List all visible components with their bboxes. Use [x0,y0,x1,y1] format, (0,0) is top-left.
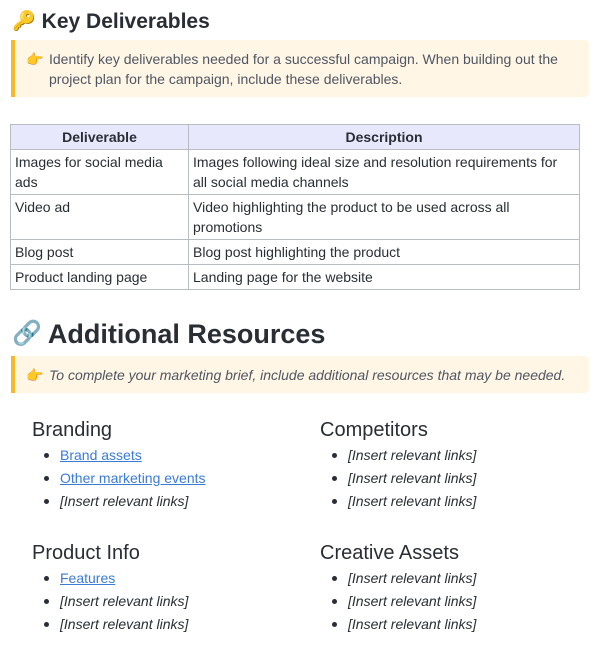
group-title: Branding [32,419,113,441]
callout-text: Identify key deliverables needed for a successful campaign. When building out the project plan for the campaign, include these deliverables. [49,51,558,87]
column-header: Description [189,125,580,150]
link-list [320,444,580,513]
list-item [320,613,580,636]
placeholder-text: [Insert relevant links] [60,593,189,609]
placeholder-text: [Insert relevant links] [348,493,477,509]
placeholder-text: [Insert relevant links] [348,593,477,609]
group-title: Creative Assets [320,542,459,564]
brand-assets-link[interactable]: Brand assets [60,447,142,463]
link-list [32,567,292,636]
competitors-group [320,417,580,513]
creative-assets-group [320,540,580,636]
deliverable-cell: Video ad [11,195,189,240]
deliverable-cell: Blog post [11,240,189,265]
list-item [320,467,580,490]
column-header: Deliverable [11,125,189,150]
key-deliverables-title: Key Deliverables [41,10,210,33]
features-link[interactable]: Features [60,570,116,586]
description-cell: Video highlighting the product to be used across all promotions [189,195,580,240]
pointing-hand-icon: 👉 [26,51,44,67]
link-list [320,567,580,636]
product-info-group [32,540,292,636]
list-item [320,567,580,590]
description-cell: Images following ideal size and resolution requirements for all social media channels [189,150,580,195]
additional-resources-title: Additional Resources [47,319,326,349]
key-deliverables-callout [11,40,589,97]
callout-text: To complete your marketing brief, include additional resources that may be needed. [49,367,566,383]
other-marketing-events-link[interactable]: Other marketing events [60,470,206,486]
list-item [32,567,292,590]
list-item [320,490,580,513]
description-cell: Blog post highlighting the product [189,240,580,265]
placeholder-text: [Insert relevant links] [60,616,189,632]
description-cell: Landing page for the website [189,265,580,290]
resources-callout [11,356,589,393]
deliverables-table [10,124,580,290]
deliverable-cell: Images for social media ads [11,150,189,195]
table-row [11,240,580,265]
branding-group [32,417,292,513]
placeholder-text: [Insert relevant links] [348,470,477,486]
table-header-row [11,125,580,150]
table-row [11,195,580,240]
deliverable-cell: Product landing page [11,265,189,290]
list-item [320,444,580,467]
group-title: Competitors [320,419,428,441]
placeholder-text: [Insert relevant links] [348,447,477,463]
additional-resources-heading [12,316,325,352]
placeholder-text: [Insert relevant links] [348,570,477,586]
list-item [32,613,292,636]
placeholder-text: [Insert relevant links] [60,493,189,509]
key-deliverables-heading [12,8,210,36]
placeholder-text: [Insert relevant links] [348,616,477,632]
key-icon: 🔑 [12,11,36,32]
list-item [32,444,292,467]
table-row [11,150,580,195]
link-list [32,444,292,513]
list-item [32,467,292,490]
link-icon: 🔗 [12,320,42,347]
list-item [32,490,292,513]
table-row [11,265,580,290]
group-title: Product Info [32,542,140,564]
list-item [32,590,292,613]
pointing-hand-icon: 👉 [26,367,44,383]
list-item [320,590,580,613]
